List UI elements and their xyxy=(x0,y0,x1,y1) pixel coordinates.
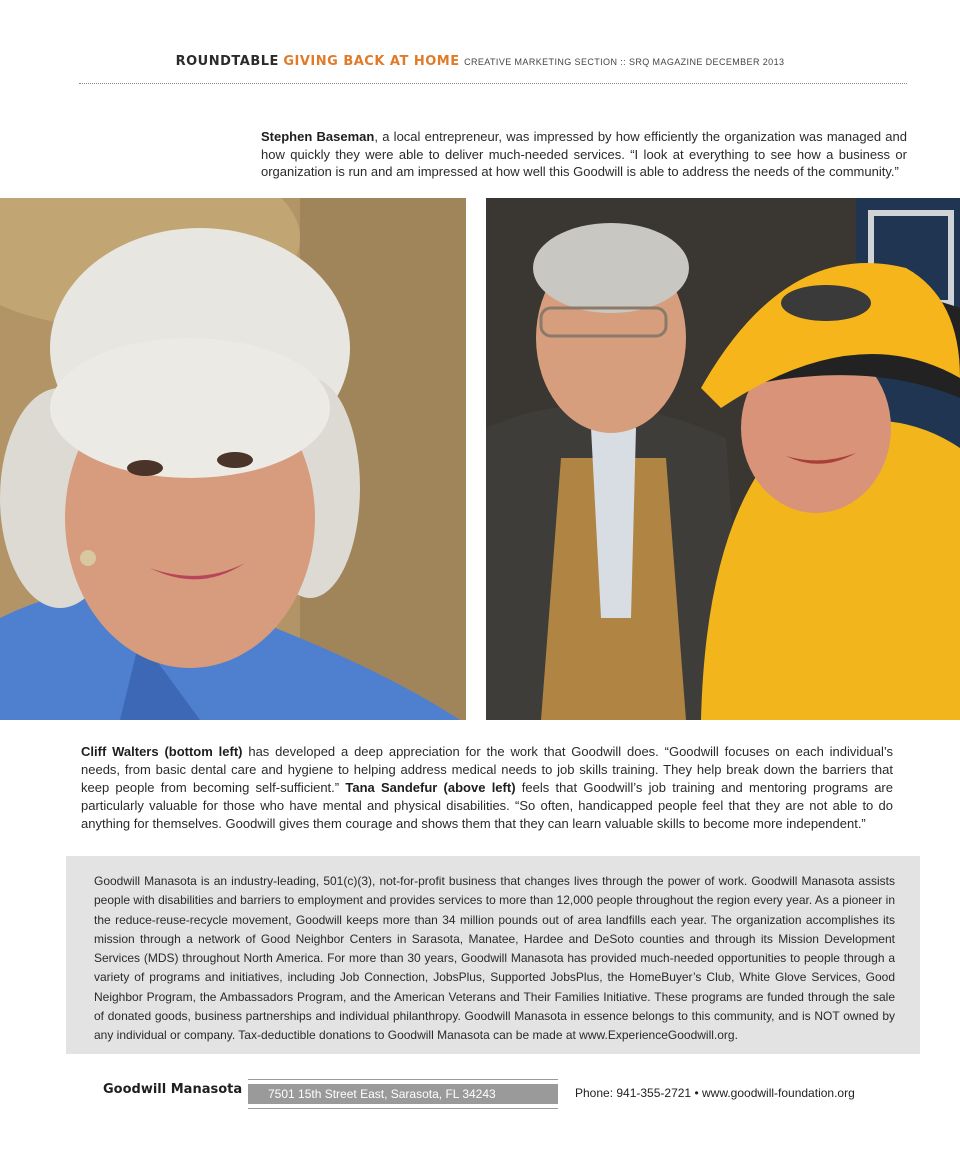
footer-organization-name: Goodwill Manasota xyxy=(103,1082,243,1097)
footer-contact xyxy=(575,1086,855,1100)
testimonial-name-1: Cliff Walters (bottom left) xyxy=(81,744,243,759)
section-brand: ROUNDTABLE xyxy=(175,54,279,69)
page-header xyxy=(0,52,960,70)
testimonial-text-1: has developed a deep appreciation for the work that Goodwill does. “Goodwill focuses on each individual’s needs, from basic dental care and hygiene to helping address medical needs to job skills training. They help break down the barriers that keep people from becoming self-sufficient.” xyxy=(81,744,894,795)
footer-separator: • xyxy=(694,1086,699,1100)
footer-address: 7501 15th Street East, Sarasota, FL 34243 xyxy=(248,1084,558,1104)
header-divider xyxy=(79,83,907,84)
testimonial-text-2: feels that Goodwill’s job training and mentoring programs are particularly valuable for those who have mental and physical disabilities. “So often, handicapped people feel that they are not able to do anything for themselves. Goodwill gives them courage and shows them that they can learn valuable skills to become more independent.” xyxy=(81,780,893,831)
footer-address-bar xyxy=(248,1079,558,1109)
intro-text: , a local entrepreneur, was impressed by how efficiently the organization was managed and how quickly they were able to deliver much-needed services. “I look at everything to see how a business or organization is run and am impressed at how well this Goodwill is able to address the needs of the community.” xyxy=(261,129,907,179)
intro-name: Stephen Baseman xyxy=(261,129,375,144)
testimonials-paragraph xyxy=(81,743,893,833)
footer-phone: Phone: 941-355-2721 xyxy=(575,1086,692,1100)
section-subtitle: CREATIVE MARKETING SECTION :: SRQ MAGAZINE DECEMBER 2013 xyxy=(464,57,785,67)
intro-paragraph xyxy=(261,128,907,181)
about-box xyxy=(66,856,920,1054)
footer-website-link[interactable]: www.goodwill-foundation.org xyxy=(702,1086,855,1100)
about-text: Goodwill Manasota is an industry-leading, 501(c)(3), not-for-profit business that changes lives through the power of work. Goodwill Manasota assists people with disabilities and barriers to employment and provides services to more than 12,000 people throughout the region every year. As a pioneer in the reduce-reuse-recycle movement, Goodwill keeps more than 34 million pounds out of area landfills each year. The organization accomplishes its mission through a network of Good Neighbor Centers in Sarasota, Manatee, Hardee and DeSoto counties and through its Mission Development Services (MDS) throughout North America. For more than 30 years, Goodwill Manasota has provided much-needed opportunities to people through a variety of programs and initiatives, including Job Connection, JobsPlus, Supported JobsPlus, the HomeBuyer’s Club, White Glove Services, Good Neighbor Program, the Ambassadors Program, and the American Veterans and Their Families Initiative. These programs are funded through the sale of donated goods, business partnerships and individual philanthropy. Goodwill Manasota in essence belongs to this community, and is NOT owned by any individual or company. Tax-deductible donations to Goodwill Manasota can be made at www.ExperienceGoodwill.org. xyxy=(94,874,895,1043)
portrait-photo xyxy=(0,198,466,720)
section-title: GIVING BACK AT HOME xyxy=(283,54,460,69)
testimonial-name-2: Tana Sandefur (above left) xyxy=(345,780,516,795)
couple-photo xyxy=(486,198,960,720)
